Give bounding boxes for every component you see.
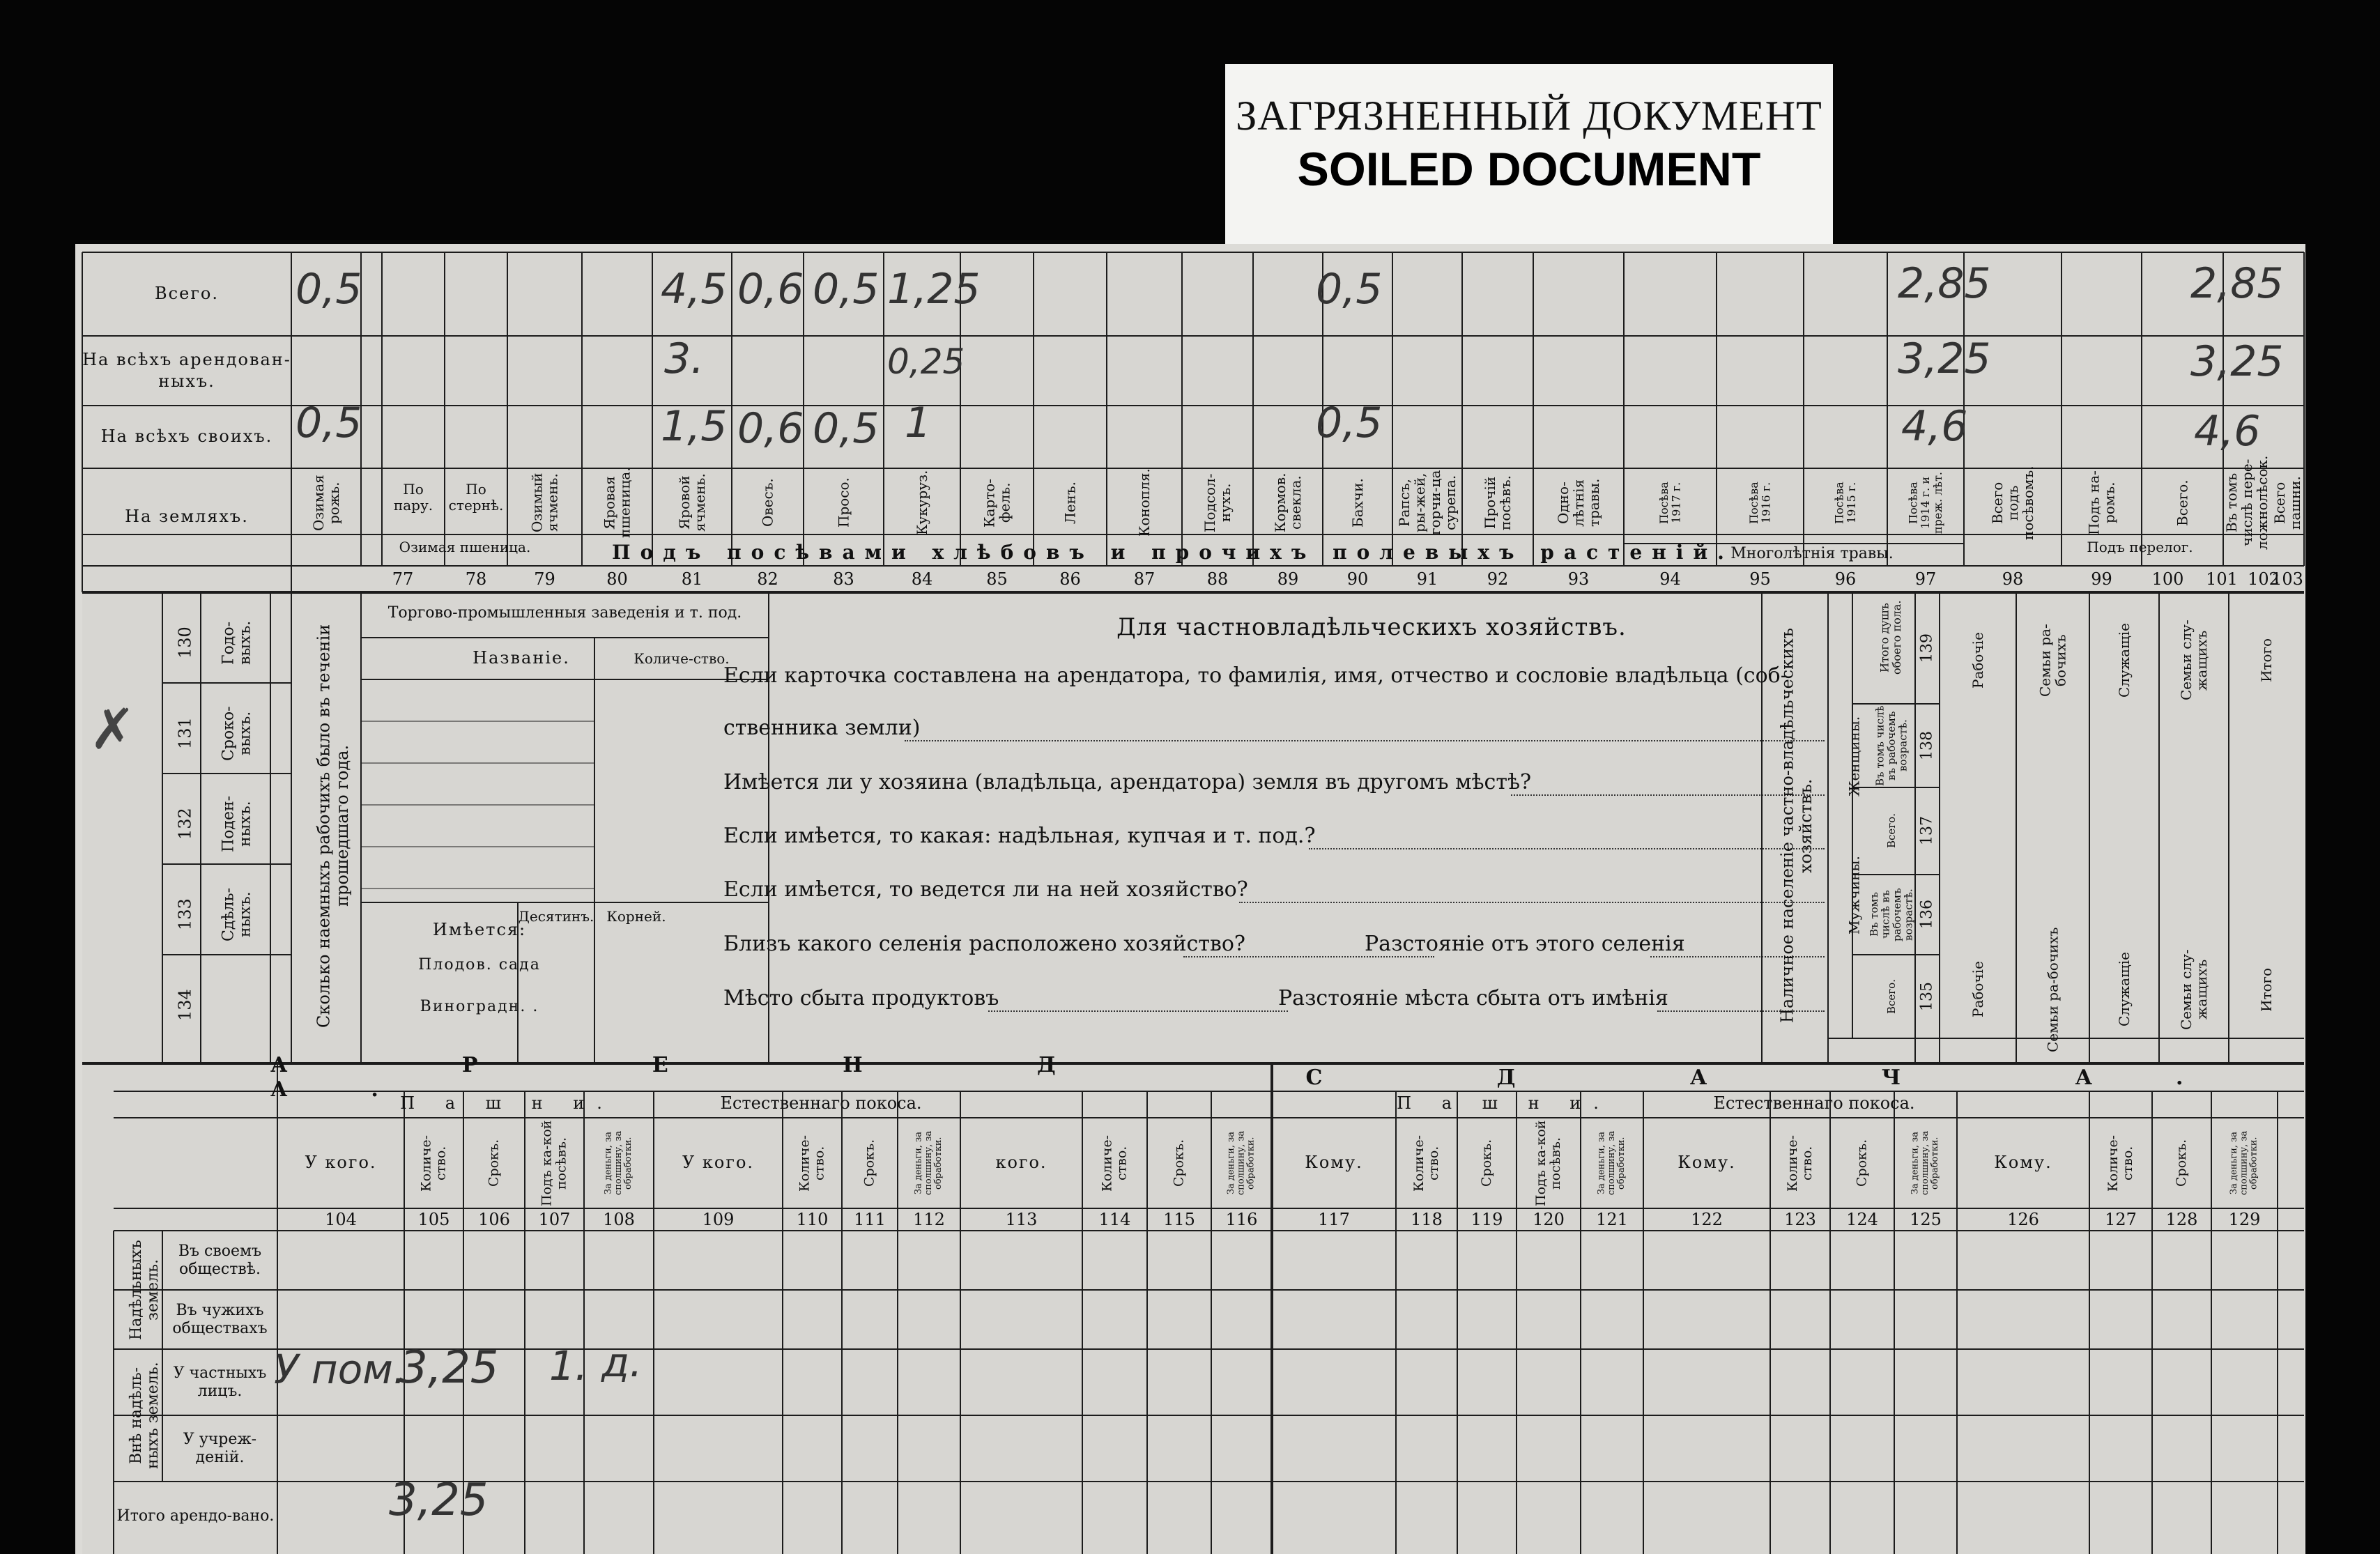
row-label-own: На всѣхъ своихъ. bbox=[100, 426, 273, 447]
population-col-number: 137 bbox=[1918, 816, 1936, 846]
crop-col-header: Карто-фель. bbox=[981, 478, 1013, 528]
arenda-col-header: Количе-ство. bbox=[1099, 1134, 1130, 1192]
hw-own-millet: 0,5 bbox=[813, 404, 880, 453]
sdacha-col-number: 120 bbox=[1533, 1210, 1565, 1229]
hired-col-number: 131 bbox=[175, 717, 195, 750]
population-col-number: 139 bbox=[1918, 633, 1936, 663]
row-label-lands: На земляхъ. bbox=[125, 507, 249, 527]
private-q1-line[interactable] bbox=[905, 740, 1825, 741]
soiled-document-label bbox=[1225, 64, 1833, 252]
row-other-societies: Въ чужихъ обществахъ bbox=[172, 1302, 268, 1337]
arenda-col-header: Подъ ка-кой посѣвъ. bbox=[539, 1120, 569, 1206]
crop-col-number: 88 bbox=[1206, 569, 1229, 589]
row-total-rented: Итого арендо-вано. bbox=[116, 1507, 275, 1525]
arenda-col-header: Срокъ. bbox=[1171, 1139, 1187, 1187]
arenda-pokos: Естественнаго покоса. bbox=[720, 1093, 922, 1114]
crop-col-header: Посѣва 1915 г. bbox=[1832, 482, 1858, 524]
crop-col-number: 82 bbox=[757, 569, 778, 589]
population-right-header: Итого bbox=[2258, 638, 2275, 683]
population-right-footer: Служащiе bbox=[2116, 952, 2133, 1027]
population-col-number: 135 bbox=[1918, 982, 1936, 1011]
arenda-col-header: За деньги, за сполшину, за обработки. bbox=[913, 1130, 944, 1196]
orchard-has-label: Имѣется: bbox=[432, 920, 527, 940]
hw-lease-qty: 3,25 bbox=[399, 1342, 499, 1394]
crop-col-header: Посѣва 1917 г. bbox=[1657, 482, 1683, 524]
hired-col-number: 134 bbox=[175, 989, 195, 1022]
middle-section bbox=[82, 592, 2304, 1063]
crop-col-header: Подъ на-ромъ. bbox=[2085, 470, 2118, 535]
crop-col-number: 92 bbox=[1487, 569, 1509, 589]
population-col-label: Въ томъ числѣ въ рабочемъ возрастѣ. bbox=[1873, 705, 1910, 786]
crop-col-header: Подсол-нухъ. bbox=[1201, 473, 1234, 532]
arenda-col-header: Количе-ство. bbox=[797, 1134, 827, 1192]
group-perennial-grasses: Многолѣтнiя травы. bbox=[1730, 545, 1894, 563]
hired-col-number: 130 bbox=[175, 626, 195, 659]
hw-total-corn: 1,25 bbox=[887, 265, 981, 314]
crop-col-header: Одно-лѣтнiя травы. bbox=[1555, 478, 1602, 528]
crop-col-header: Кукуруз. bbox=[914, 470, 930, 536]
row-label-rented: На всѣхъ арендован- ныхъ. bbox=[82, 349, 291, 391]
row-institutions: У учреж-денiй. bbox=[183, 1431, 257, 1466]
crop-col-header: Прочiй посѣвъ. bbox=[1482, 475, 1514, 530]
population-col-number: 136 bbox=[1918, 900, 1936, 930]
arenda-col-number: 114 bbox=[1098, 1210, 1131, 1229]
hw-rented-spring-barley: 3. bbox=[664, 334, 705, 383]
crop-col-number: 81 bbox=[681, 569, 703, 589]
hw-lease-who: У пом. bbox=[274, 1346, 406, 1393]
population-right-header: Семьи слу-жащихъ bbox=[2178, 620, 2210, 701]
private-q2: Имѣется ли у хозяина (владѣльца, арендатора) земля въ другомъ мѣстѣ? bbox=[723, 770, 1532, 794]
hw-total-rye: 0,5 bbox=[295, 265, 362, 314]
crop-col-number: 98 bbox=[2002, 569, 2024, 589]
hired-col-number: 133 bbox=[175, 898, 195, 931]
crop-col-number: 85 bbox=[986, 569, 1008, 589]
private-q4-line[interactable] bbox=[1239, 902, 1825, 903]
crop-band-title: Подъ посѣвами хлѣбовъ и прочихъ полевыхъ растенiй. bbox=[612, 540, 1734, 564]
population-col-label: Всего. bbox=[1884, 979, 1898, 1014]
crop-col-header: Всего. bbox=[2174, 479, 2191, 526]
hired-col-label: Сроко-выхъ. bbox=[220, 706, 254, 761]
arenda-col-header: Срокъ. bbox=[861, 1139, 877, 1187]
hired-col-label bbox=[204, 962, 270, 1049]
crop-col-number: 78 bbox=[465, 569, 487, 589]
crop-col-number: 90 bbox=[1346, 569, 1369, 589]
hw-total-sown: 2,85 bbox=[1898, 259, 1991, 308]
arenda-col-number: 108 bbox=[603, 1210, 635, 1229]
sdacha-col-number: 117 bbox=[1318, 1210, 1350, 1229]
group-fallow: Подъ перелог. bbox=[2087, 538, 2193, 555]
sdacha-col-header: Кому. bbox=[1305, 1153, 1363, 1173]
crop-col-header: Бахчи. bbox=[1349, 478, 1366, 528]
population-col-number: 138 bbox=[1918, 731, 1936, 760]
private-q6: Мѣсто сбыта продуктовъ bbox=[723, 986, 999, 1010]
hw-total-oats: 0,6 bbox=[737, 265, 804, 314]
population-men: Мужчины. bbox=[1845, 856, 1863, 935]
crop-col-number: 86 bbox=[1059, 569, 1081, 589]
hw-rented-plowland: 3,25 bbox=[2190, 337, 2284, 386]
arenda-col-number: 111 bbox=[854, 1210, 886, 1229]
crop-col-header: Рапсъ, ры-жей, горчи-ца сурепа. bbox=[1396, 470, 1459, 536]
private-q6b: Разстоянiе мѣста сбыта отъ имѣнiя bbox=[1278, 986, 1668, 1010]
crop-col-number: 77 bbox=[392, 569, 414, 589]
crop-col-header: Всего подъ посѣвомъ. bbox=[1989, 466, 2036, 540]
trade-name-header: Названiе. bbox=[473, 648, 570, 668]
row-label-total: Всего. bbox=[155, 284, 219, 304]
sdacha-pashni: П а ш н и. bbox=[1397, 1093, 1611, 1114]
arenda-col-number: 106 bbox=[478, 1210, 510, 1229]
group-allotment-lands: Надѣльныхъ земель. bbox=[127, 1240, 162, 1340]
crop-col-header: Въ томъ числѣ пере-ложнолѣсок. bbox=[2223, 455, 2271, 551]
group-winter-wheat: Озимая пшеница. bbox=[399, 538, 531, 555]
private-q5: Близъ какого селенiя расположено хозяйство? bbox=[723, 932, 1245, 956]
arenda-col-header: За деньги, за сполшину, за обработки. bbox=[1226, 1130, 1257, 1196]
arenda-title: А Р Е Н Д А. bbox=[270, 1053, 1139, 1102]
hw-own-sown: 4,6 bbox=[1901, 402, 1968, 451]
hw-total-plowland: 2,85 bbox=[2190, 259, 2284, 308]
hw-total-millet: 0,5 bbox=[813, 265, 880, 314]
label-russian: ЗАГРЯЗНЕННЫЙ ДОКУМЕНТ bbox=[1236, 93, 1822, 139]
private-q4: Если имѣется, то ведется ли на ней хозяйство? bbox=[723, 877, 1248, 902]
crop-col-header: По стернѣ. bbox=[448, 481, 504, 514]
hired-col-label: Годо-выхъ. bbox=[220, 620, 254, 666]
row-own-society: Въ своемъ обществѣ. bbox=[178, 1243, 262, 1278]
hw-lease-pay: д. bbox=[601, 1339, 643, 1386]
sdacha-col-header: Количе-ство. bbox=[2105, 1134, 2135, 1192]
orchard-garden-label: Плодов. сада bbox=[418, 955, 541, 974]
trade-qty-header: Количе-ство. bbox=[634, 649, 730, 667]
sdacha-col-header: Кому. bbox=[1677, 1153, 1736, 1173]
crop-col-header: Посѣва 1914 г. и преж. лѣт. bbox=[1906, 472, 1944, 534]
hw-own-corn: 1 bbox=[905, 399, 932, 447]
population-right-header: Служащiе bbox=[2116, 623, 2133, 698]
arenda-col-number: 115 bbox=[1163, 1210, 1195, 1229]
crop-col-number: 100 bbox=[2151, 569, 2184, 589]
arenda-col-number: 112 bbox=[913, 1210, 945, 1229]
crop-col-header: Ленъ. bbox=[1061, 482, 1079, 524]
arenda-col-header: Срокъ. bbox=[486, 1139, 502, 1187]
hw-rented-sown: 3,25 bbox=[1898, 334, 1991, 383]
arenda-col-number: 107 bbox=[538, 1210, 571, 1229]
population-women: Женщины. bbox=[1845, 716, 1863, 797]
sdacha-col-header: Срокъ. bbox=[1854, 1139, 1870, 1187]
row-private-persons: У частныхъ лицъ. bbox=[173, 1364, 267, 1400]
private-q5b: Разстоянiе отъ этого селенiя bbox=[1365, 932, 1685, 956]
population-title: Наличное населенiе частно-владѣльческихъ хозяйствъ. bbox=[1777, 628, 1815, 1024]
crop-col-header: Просо. bbox=[835, 477, 852, 528]
sdacha-col-number: 123 bbox=[1784, 1210, 1816, 1229]
sdacha-col-number: 118 bbox=[1411, 1210, 1443, 1229]
arenda-col-number: 110 bbox=[796, 1210, 829, 1229]
sdacha-col-header: Срокъ. bbox=[2174, 1139, 2190, 1187]
crop-col-number: 79 bbox=[534, 569, 555, 589]
private-q5-line[interactable] bbox=[1183, 956, 1434, 957]
crop-col-header: Яровой ячмень. bbox=[676, 473, 708, 532]
arenda-col-header: У кого. bbox=[305, 1153, 377, 1173]
sdacha-col-header: Подъ ка-кой посѣвъ. bbox=[1533, 1120, 1563, 1206]
crop-col-number: 87 bbox=[1133, 569, 1156, 589]
crop-col-number: 84 bbox=[911, 569, 933, 589]
crop-col-number: 80 bbox=[606, 569, 628, 589]
hw-total-spring-barley: 4,5 bbox=[661, 265, 728, 314]
sdacha-col-number: 128 bbox=[2165, 1210, 2198, 1229]
crop-col-number: 99 bbox=[2091, 569, 2112, 589]
sdacha-col-number: 125 bbox=[1910, 1210, 1942, 1229]
sdacha-col-header: Количе-ство. bbox=[1785, 1134, 1815, 1192]
crop-col-header: Овесъ. bbox=[759, 478, 776, 528]
sdacha-col-number: 119 bbox=[1471, 1210, 1503, 1229]
population-right-footer: Рабочiе bbox=[1970, 961, 1986, 1018]
sdacha-col-number: 122 bbox=[1691, 1210, 1723, 1229]
hw-own-melons: 0,5 bbox=[1316, 399, 1383, 447]
sdacha-col-header: За деньги, за сполшину, за обработки. bbox=[1910, 1130, 1941, 1196]
population-right-header: Рабочiе bbox=[1970, 632, 1986, 688]
arenda-col-header: кого. bbox=[995, 1153, 1047, 1173]
arenda-pashni: П а ш н и. bbox=[400, 1093, 615, 1114]
hw-own-rye: 0,5 bbox=[295, 399, 362, 447]
hw-cross-mark: ✗ bbox=[89, 697, 137, 762]
hw-lease-term: 1. bbox=[549, 1342, 588, 1390]
crop-col-header: Всего пашни. bbox=[2271, 476, 2303, 530]
arenda-col-number: 113 bbox=[1005, 1210, 1038, 1229]
orchard-desyatin-header: Десятинъ. bbox=[518, 907, 594, 925]
crop-col-header: Озимый ячмень. bbox=[528, 472, 561, 533]
trade-title: Торгово-промышленныя заведенiя и т. под. bbox=[387, 604, 742, 622]
hired-col-number: 132 bbox=[175, 808, 195, 840]
private-q1b: ственника земли) bbox=[723, 716, 921, 740]
hw-own-plowland: 4,6 bbox=[2194, 407, 2261, 456]
hw-total-melons: 0,5 bbox=[1316, 265, 1383, 314]
hired-workers-label: Сколько наемныхъ рабочихъ было въ теченiи прошедшаго года. bbox=[314, 624, 352, 1028]
crop-col-header: Кормов. свекла. bbox=[1272, 472, 1304, 533]
private-q3-line[interactable] bbox=[1309, 848, 1825, 849]
crop-col-number: 83 bbox=[833, 569, 854, 589]
crop-col-header: По пару. bbox=[393, 481, 433, 514]
crop-col-number: 96 bbox=[1834, 569, 1857, 589]
crop-col-header: Яровая пшеница. bbox=[601, 467, 634, 539]
crop-col-number: 95 bbox=[1749, 569, 1771, 589]
sdacha-pokos: Естественнаго покоса. bbox=[1713, 1093, 1915, 1114]
sdacha-col-header: Количе-ство. bbox=[1411, 1134, 1441, 1192]
arenda-col-header: Количе-ство. bbox=[418, 1134, 449, 1192]
hw-own-spring-barley: 1,5 bbox=[661, 402, 728, 451]
sdacha-title: С Д А Ч А. bbox=[1305, 1065, 2267, 1090]
population-right-header: Семьи ра-бочихъ bbox=[2036, 624, 2069, 697]
sdacha-col-number: 126 bbox=[2007, 1210, 2039, 1229]
population-right-footer: Семьи ра-бочихъ bbox=[2044, 927, 2062, 1052]
crop-col-number: 103 bbox=[2271, 569, 2303, 589]
private-q6-line[interactable] bbox=[988, 1010, 1288, 1012]
crop-col-number: 97 bbox=[1914, 569, 1937, 589]
private-farm-title: Для частновладѣльческихъ хозяйствъ. bbox=[1116, 613, 1627, 641]
crop-col-header: Озимая рожь. bbox=[310, 475, 342, 531]
sdacha-col-header: За деньги, за сполшину, за обработки. bbox=[2229, 1130, 2259, 1196]
crop-col-header: Посѣва 1916 г. bbox=[1746, 482, 1773, 524]
population-right-footer: Семьи слу-жащихъ bbox=[2178, 949, 2210, 1030]
private-q3: Если имѣется, то какая: надѣльная, купчая и т. под.? bbox=[723, 824, 1316, 848]
crop-col-number: 93 bbox=[1567, 569, 1590, 589]
hw-rented-corn: 0,25 bbox=[887, 341, 965, 382]
hired-col-label: Сдѣль-ныхъ. bbox=[220, 887, 254, 942]
hired-col-label: Поден-ныхъ. bbox=[220, 795, 254, 853]
orchard-roots-header: Корней. bbox=[606, 907, 666, 925]
sdacha-col-number: 129 bbox=[2228, 1210, 2261, 1229]
population-total-people: Итого душъ обоего пола. bbox=[1878, 600, 1903, 675]
sdacha-col-header: Кому. bbox=[1994, 1153, 2052, 1173]
sdacha-col-header: Срокъ. bbox=[1479, 1139, 1495, 1187]
sdacha-col-number: 124 bbox=[1846, 1210, 1878, 1229]
crop-col-header: Конопля. bbox=[1136, 468, 1153, 537]
crop-col-number: 101 bbox=[2206, 569, 2238, 589]
lease-table bbox=[82, 1053, 2304, 1554]
label-english: SOILED DOCUMENT bbox=[1297, 143, 1761, 196]
crop-col-number: 89 bbox=[1277, 569, 1299, 589]
population-col-label: Всего. bbox=[1884, 813, 1898, 849]
sdacha-col-header: За деньги, за сполшину, за обработки. bbox=[1596, 1130, 1627, 1196]
sdacha-col-number: 127 bbox=[2105, 1210, 2137, 1229]
crop-col-number: 91 bbox=[1416, 569, 1438, 589]
arenda-col-header: У кого. bbox=[682, 1153, 755, 1173]
private-q1: Если карточка составлена на арендатора, то фамилiя, имя, отчество и сословiе владѣльца (соб- bbox=[723, 663, 1788, 688]
arenda-col-number: 104 bbox=[325, 1210, 357, 1229]
group-non-allotment-lands: Внѣ надѣль-ныхъ земель. bbox=[127, 1362, 162, 1469]
orchard-vineyard-label: Виноградн. . bbox=[420, 997, 539, 1015]
arenda-col-number: 116 bbox=[1225, 1210, 1258, 1229]
hw-lease-total: 3,25 bbox=[389, 1475, 489, 1526]
population-right-footer: Итого bbox=[2258, 967, 2275, 1012]
crop-table bbox=[82, 252, 2304, 592]
population-col-label: Въ томъ числѣ въ рабочемъ возрастѣ. bbox=[1868, 888, 1915, 941]
arenda-col-number: 109 bbox=[702, 1210, 735, 1229]
arenda-col-header: За деньги, за сполшину, за обработки. bbox=[603, 1130, 634, 1196]
arenda-col-number: 105 bbox=[417, 1210, 450, 1229]
crop-col-number: 102 bbox=[2248, 569, 2280, 589]
crop-col-number: 94 bbox=[1659, 569, 1681, 589]
sdacha-col-number: 121 bbox=[1596, 1210, 1628, 1229]
hw-own-oats: 0,6 bbox=[737, 404, 804, 453]
